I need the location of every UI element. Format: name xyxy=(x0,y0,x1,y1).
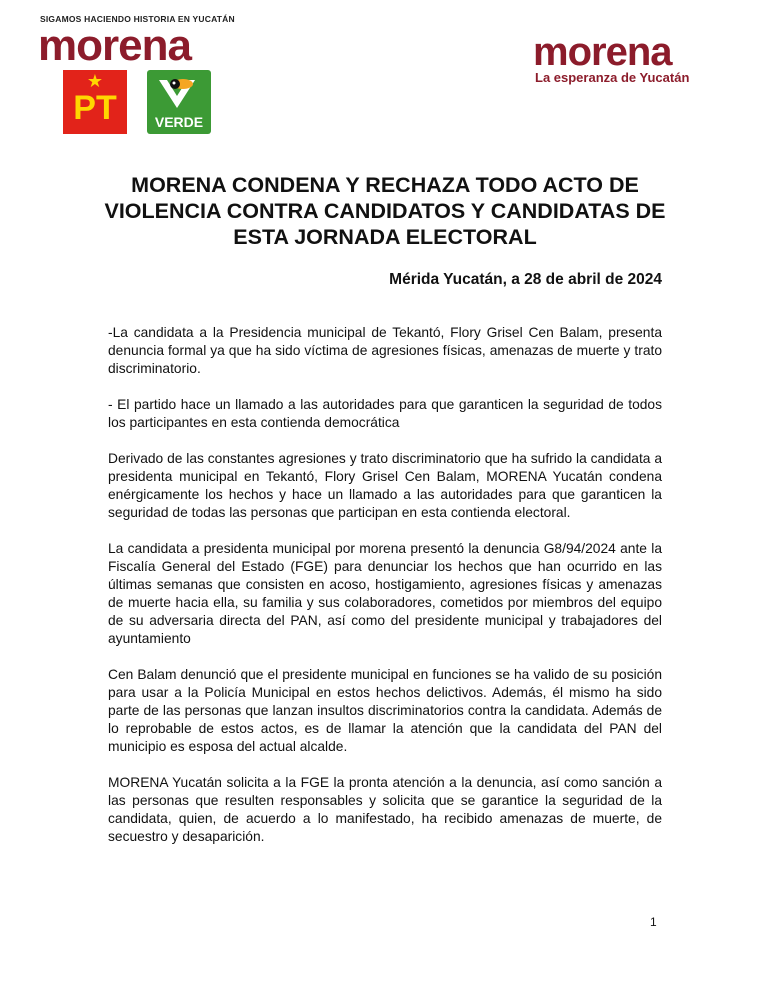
star-icon: ★ xyxy=(86,71,104,91)
paragraph: La candidata a presidenta municipal por morena presentó la denuncia G8/94/2024 ante la Fiscalía General del Estado (FGE) para denunciar los hechos que han ocurrido en las últimas semanas que consisten en acoso, hostigamiento, agresiones físicas y amenazas de muerte hacia ella, su familia y sus colaboradores, cometidos por miembros del equipo de su adversaria directa del PAN, así como del presidente municipal y trabajadores del ayuntamiento xyxy=(108,541,662,646)
pt-logo xyxy=(63,70,127,134)
paragraph: -La candidata a la Presidencia municipal de Tekantó, Flory Grisel Cen Balam, presenta denuncia formal ya que ha sido víctima de agresiones físicas, amenazas de muerte y trato discriminatorio. xyxy=(108,325,662,376)
page-number: 1 xyxy=(650,915,657,929)
pt-label: PT xyxy=(73,89,117,127)
morena-logo-left: morena xyxy=(38,21,191,70)
toucan-icon xyxy=(155,74,203,114)
paragraph: Derivado de las constantes agresiones y trato discriminatorio que ha sufrido la candidata a presidenta municipal en Tekantó, Flory Grisel Cen Balam, MORENA Yucatán condena enérgicamente los hechos y hace un llamado a las autoridades para que garanticen la seguridad de todas las personas que participan en esta contienda electoral. xyxy=(108,451,662,520)
paragraph: Cen Balam denunció que el presidente municipal en funciones se ha valido de su posición para usar a la Policía Municipal en estos hechos delictivos. Además, él mismo ha sido parte de las personas que lanzan insultos discriminatorios contra la candidata. Además de lo reprobable de estos actos, es de llamar la atención que la candidata del PAN del municipio es esposa del actual alcalde. xyxy=(108,667,662,754)
date-line: Mérida Yucatán, a 28 de abril de 2024 xyxy=(389,271,662,288)
document-title: MORENA CONDENA Y RECHAZA TODO ACTO DE VIOLENCIA CONTRA CANDIDATOS Y CANDIDATAS DE ESTA JORNADA ELECTORAL xyxy=(104,173,666,249)
verde-label: VERDE xyxy=(154,114,204,130)
morena-slogan: La esperanza de Yucatán xyxy=(535,70,690,85)
paragraph: MORENA Yucatán solicita a la FGE la pronta atención a la denuncia, así como sanción a las personas que resulten responsables y solicita que se garantice la seguridad de la candidata, quien, de acuerdo a lo manifestado, ha recibido amenazas de muerte, de secuestro y desaparición. xyxy=(108,775,662,844)
paragraph: - El partido hace un llamado a las autoridades para que garanticen la seguridad de todos los participantes en esta contienda democrática xyxy=(108,397,662,430)
document-body xyxy=(108,324,662,864)
coalition-tagline: SIGAMOS HACIENDO HISTORIA EN YUCATÁN xyxy=(40,14,235,24)
morena-logo-right: morena xyxy=(533,30,672,74)
verde-logo xyxy=(147,70,211,134)
